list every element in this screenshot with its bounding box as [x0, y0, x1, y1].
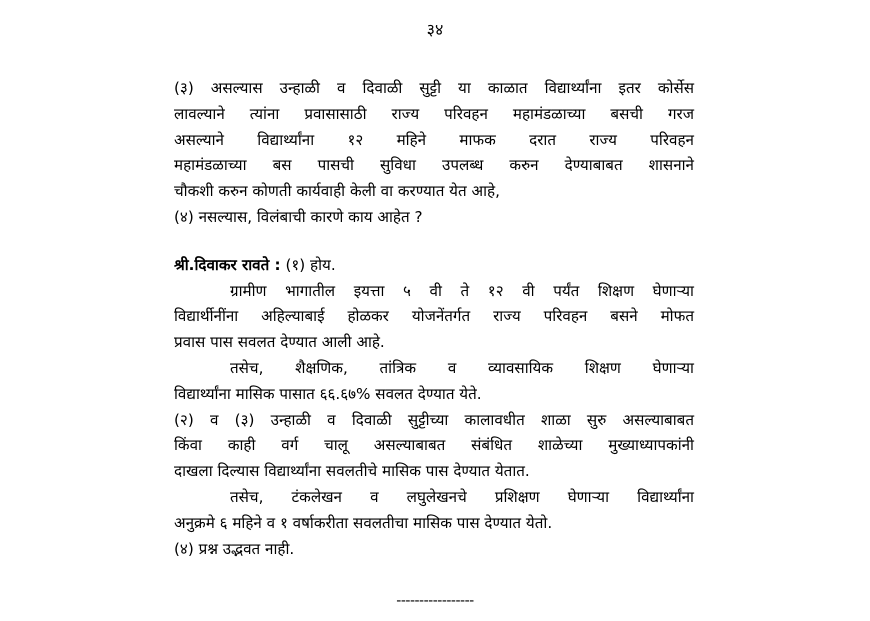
- answer-para1-line: ग्रामीण भागातील इयत्ता ५ वी ते १२ वी पर्यंत शिक्षण घेणाऱ्या: [230, 281, 694, 300]
- question-line: असल्याने विद्यार्थ्यांना १२ महिने माफक दरात राज्य परिवहन: [174, 130, 694, 149]
- question-section: [174, 76, 694, 231]
- answer-para4-line: अनुक्रमे ६ महिने व १ वर्षाकरीता सवलतीचा मासिक पास देण्यात येतो.: [174, 513, 553, 532]
- section-gap: [174, 231, 694, 253]
- answer-para4-line: तसेच, टंकलेखन व लघुलेखनचे प्रशिक्षण घेणाऱ्या विद्यार्थ्यांना: [230, 487, 694, 506]
- answer-section: [174, 253, 694, 563]
- answer-closing: (४) प्रश्न उद्भवत नाही.: [174, 539, 295, 558]
- answer-opening: (१) होय.: [285, 255, 336, 274]
- footer-rule: -----------------: [396, 593, 474, 609]
- question-line: लावल्याने त्यांना प्रवासासाठी राज्य परिवहन महामंडळाच्या बसची गरज: [174, 104, 694, 123]
- question-line: महामंडळाच्या बस पासची सुविधा उपलब्ध करुन देण्याबाबत शासनाने: [174, 156, 694, 175]
- answer-opening-line: [174, 253, 694, 279]
- page-number: ३४: [426, 20, 444, 39]
- speaker-name: श्री.दिवाकर रावते :: [174, 255, 281, 274]
- answer-para1-line: विद्यार्थीनींना अहिल्याबाई होळकर योजनेंतर्गत राज्य परिवहन बसने मोफत: [174, 307, 694, 326]
- answer-para2-line: तसेच, शैक्षणिक, तांत्रिक व व्यावसायिक शिक्षण घेणाऱ्या: [230, 358, 694, 377]
- answer-para2-line: विद्यार्थ्यांना मासिक पासात ६६.६७% सवलत देण्यात येते.: [174, 384, 482, 403]
- question-item-4: (४) नसल्यास, विलंबाची कारणे काय आहेत ?: [174, 207, 423, 226]
- answer-para1-line: प्रवास पास सवलत देण्यात आली आहे.: [174, 333, 385, 352]
- document-body: [174, 76, 694, 562]
- question-line: चौकशी करुन कोणती कार्यवाही केली वा करण्यात येत आहे,: [174, 182, 500, 201]
- answer-para3-line: दाखला दिल्यास विद्यार्थ्यांना सवलतीचे मासिक पास देण्यात येतात.: [174, 462, 530, 481]
- answer-para3-line: किंवा काही वर्ग चालू असल्याबाबत संबंधित शाळेच्या मुख्याध्यापकांनी: [174, 436, 694, 455]
- answer-para3-line: (२) व (३) उन्हाळी व दिवाळी सुट्टीच्या कालावधीत शाळा सुरु असल्याबाबत: [174, 410, 694, 429]
- question-line: (३) असल्यास उन्हाळी व दिवाळी सुट्टी या काळात विद्यार्थ्यांना इतर कोर्सेस: [174, 79, 694, 97]
